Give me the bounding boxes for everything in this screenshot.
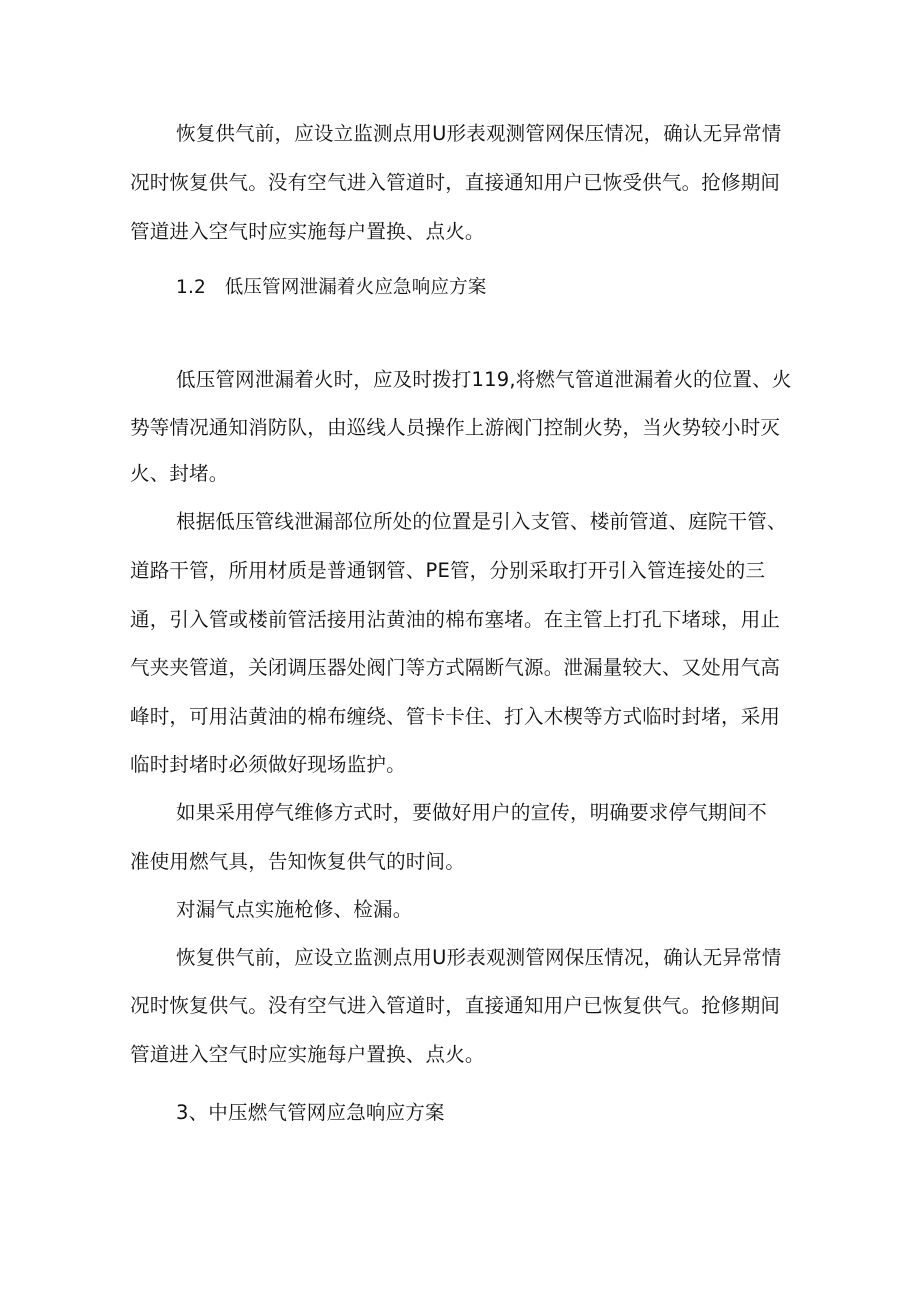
heading-line: 3、中压燃气管网应急响应方案 bbox=[176, 1101, 445, 1124]
paragraph-line: 火、封堵。 bbox=[130, 462, 229, 485]
paragraph-line: 管道进入空气时应实施每户置换、点火。 bbox=[130, 220, 485, 243]
paragraph-line: 恢复供气前，应设立监测点用U形表观测管网保压情况，确认无异常情 bbox=[176, 122, 782, 145]
paragraph-line: 管道进入空气时应实施每户置换、点火。 bbox=[130, 1043, 485, 1066]
paragraph-line: 气夹夹管道，关闭调压器处阀门等方式隔断气源。泄漏量较大、又处用气高 bbox=[130, 656, 781, 679]
heading-line: 1.2 低压管网泄漏着火应急响应方案 bbox=[176, 277, 487, 298]
paragraph-line: 如果采用停气维修方式时，要做好用户的宣传，明确要求停气期间不 bbox=[176, 801, 768, 824]
paragraph-line: 况时恢复供气。没有空气进入管道时，直接通知用户已恢受供气。抢修期间 bbox=[130, 171, 781, 194]
paragraph-line: 况时恢复供气。没有空气进入管道时，直接通知用户已恢复供气。抢修期间 bbox=[130, 994, 781, 1017]
paragraph-line: 准使用燃气具，告知恢复供气的时间。 bbox=[130, 850, 465, 873]
paragraph-line: 恢复供气前，应设立监测点用U形表观测管网保压情况，确认无异常情 bbox=[176, 946, 782, 969]
paragraph-line: 峰时，可用沾黄油的棉布缠绕、管卡卡住、打入木楔等方式临时封堵，采用 bbox=[130, 705, 781, 728]
paragraph-line: 通，引入管或楼前管活接用沾黄油的棉布塞堵。在主管上打孔下堵球，用止 bbox=[130, 608, 781, 631]
paragraph-line: 低压管网泄漏着火时，应及时拨打119,将燃气管道泄漏着火的位置、火 bbox=[176, 368, 792, 391]
paragraph-line: 对漏气点实施枪修、检漏。 bbox=[176, 898, 413, 921]
paragraph-line: 道路干管，所用材质是普通钢管、PE管，分别采取打开引入管连接处的三 bbox=[130, 559, 766, 582]
paragraph-line: 临时封堵时必须做好现场监护。 bbox=[130, 753, 406, 776]
paragraph-line: 势等情况通知消防队，由巡线人员操作上游阀门控制火势，当火势较小时灭 bbox=[130, 416, 781, 439]
paragraph-line: 根据低压管线泄漏部位所处的位置是引入支管、楼前管道、庭院干管、 bbox=[176, 510, 787, 533]
